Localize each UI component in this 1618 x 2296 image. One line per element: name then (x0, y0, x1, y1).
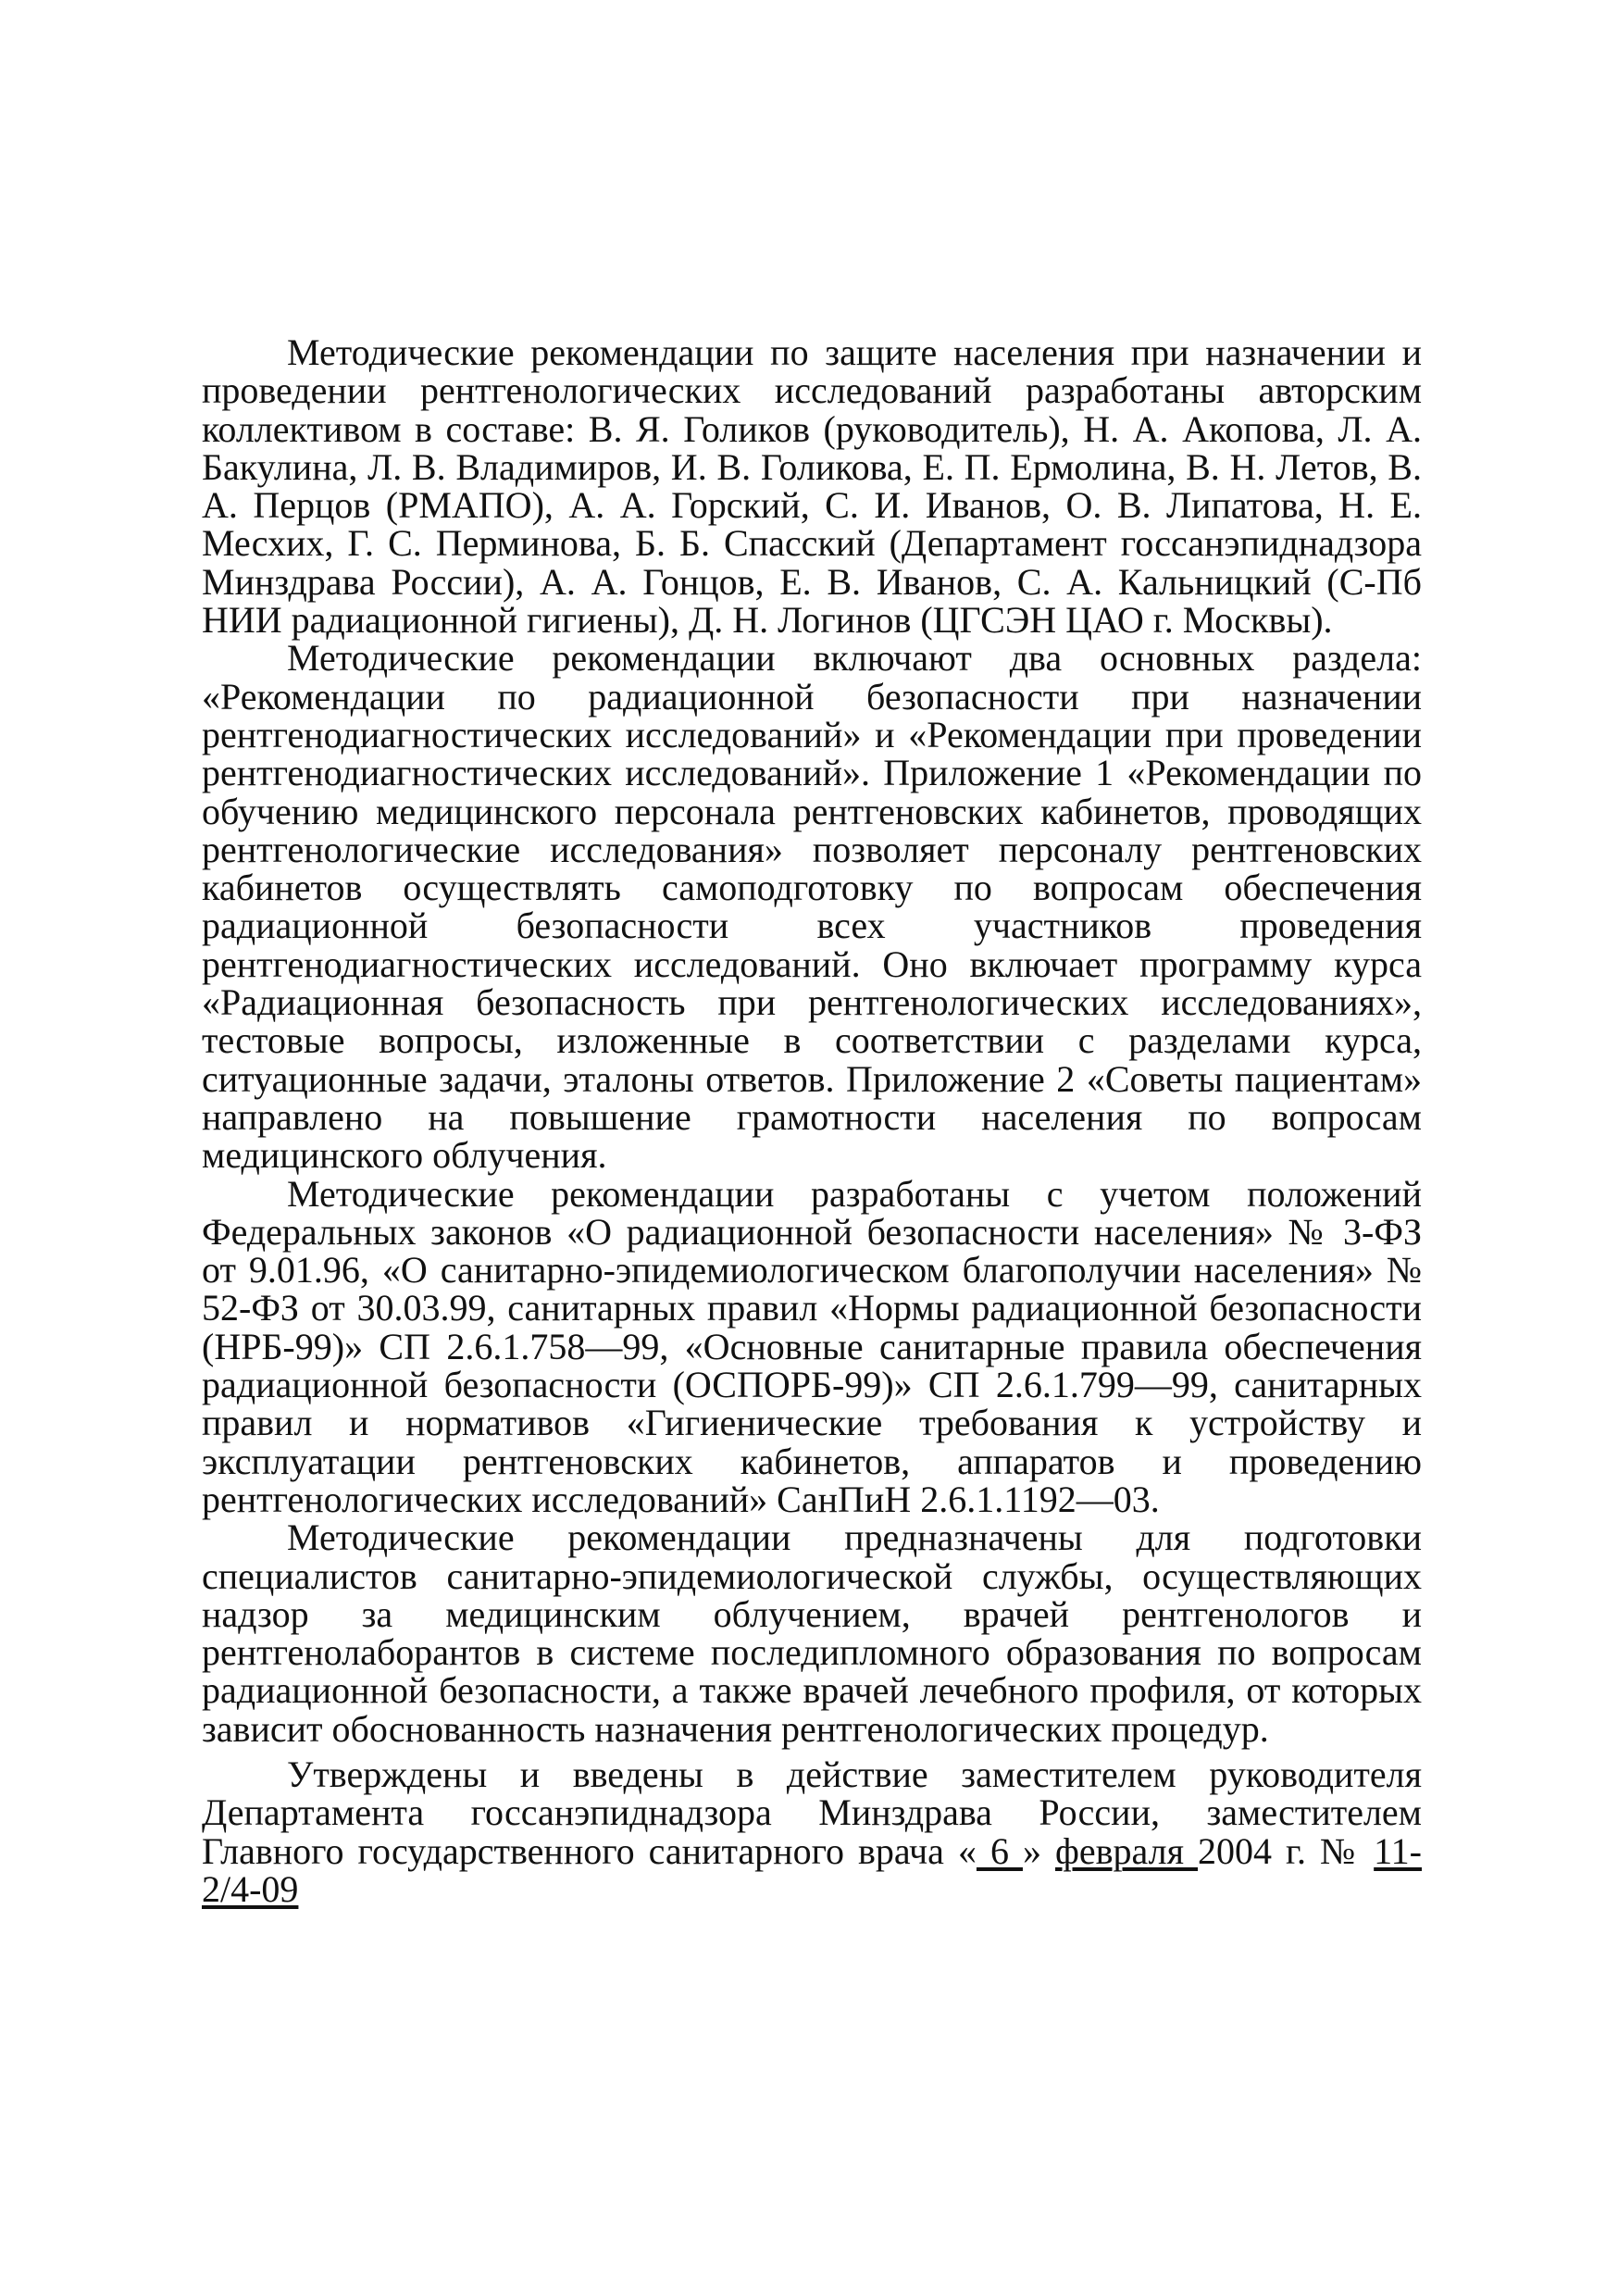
approval-month: февраля (1054, 1829, 1199, 1872)
paragraph-purpose: Методические рекомендации предназначены для подготовки специалистов санитарно-эпидемиологической службы, осуществляющих надзор за медицинским облучением, врачей рентгенологов и рентгенолаборантов в системе последипломного образования по вопросам радиационной безопасности, а также врачей лечебного профиля, от которых зависит обоснованность назначения рентгенологических процедур. (202, 1516, 1422, 1750)
approval-number: 11-2/4-09 (202, 1829, 1422, 1910)
paragraph-authors: Методические рекомендации по защите населения при назначении и проведении рентгенологических исследований разработаны авторским коллективом в составе: В. Я. Голиков (руководитель), Н. А. Акопова, Л. А. Бакулина, Л. В. Владимиров, И. В. Голикова, Е. П. Ермолина, В. Н. Летов, В. А. Перцов (РМАПО), А. А. Горский, С. И. Иванов, О. В. Липатова, Н. Е. Месхих, Г. С. Перминова, Б. Б. Спасский (Департамент госсанэпиднадзора Минздрава России), А. А. Гонцов, Е. В. Иванов, С. А. Кальницкий (С-Пб НИИ радиационной гигиены), Д. Н. Логинов (ЦГСЭН ЦАО г. Москвы). (202, 331, 1422, 642)
paragraph-approval (202, 1755, 1422, 1908)
approval-year-text: 2004 г. № (1198, 1829, 1375, 1872)
paragraph-legal-basis: Методические рекомендации разработаны с учетом положений Федеральных законов «О радиационной безопасности населения» № 3-ФЗ от 9.01.96, «О санитарно-эпидемиологическом благополучии населения» № 52-ФЗ от 30.03.99, санитарных правил «Нормы радиационной безопасности (НРБ-99)» СП 2.6.1.758—99, «Основные санитарные правила обеспечения радиационной безопасности (ОСПОРБ-99)» СП 2.6.1.799—99, санитарных правил и нормативов «Гигиенические требования к устройству и эксплуатации рентгеновских кабинетов, аппаратов и проведению рентгенологических исследований» СанПиН 2.6.1.1192—03. (202, 1172, 1422, 1520)
paragraph-contents: Методические рекомендации включают два основных раздела: «Рекомендации по радиационной безопасности при назначении рентгенодиагностических исследований» и «Рекомендации при проведении рентгенодиагностических исследований». Приложение 1 «Рекомендации по обучению медицинского персонала рентгеновских кабинетов, проводящих рентгенологические исследования» позволяет персоналу рентгеновских кабинетов осуществлять самоподготовку по вопросам обеспечения радиационной безопасности всех участников проведения рентгенодиагностических исследований. Оно включает программу курса «Радиационная безопасность при рентгенологических исследованиях», тестовые вопросы, изложенные в соответствии с разделами курса, ситуационные задачи, эталоны ответов. Приложение 2 «Советы пациентам» направлено на повышение грамотности населения по вопросам медицинского облучения. (202, 637, 1422, 1177)
approval-lead-text: Утверждены и введены в действие заместителем руководителя Департамента госсанэпиднадзора Минздрава России, заместителем Главного государственного санитарного врача « (202, 1753, 1422, 1872)
document-body (202, 333, 1422, 1908)
approval-day: 6 (976, 1829, 1023, 1872)
approval-mid-text: » (1022, 1829, 1055, 1872)
